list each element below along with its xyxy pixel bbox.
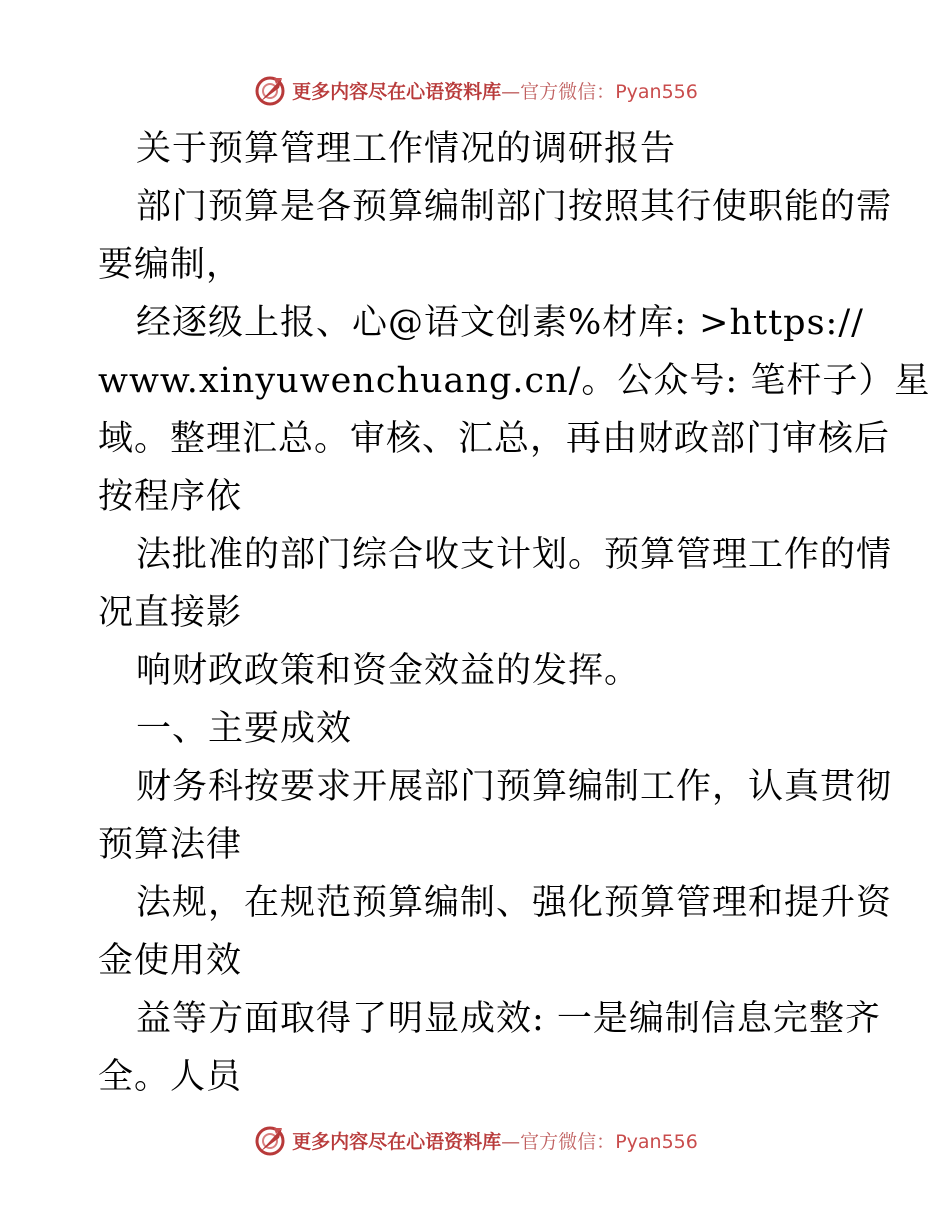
quill-logo-icon bbox=[252, 1122, 288, 1158]
text-line: 响财政政策和资金效益的发挥。 bbox=[136, 651, 641, 691]
watermark-official-label: 官方微信： bbox=[520, 80, 616, 103]
text-line: 经逐级上报、心@语文创素%材库: >https:// bbox=[136, 303, 864, 343]
text-line: 金使用效 bbox=[98, 941, 243, 981]
header-watermark bbox=[0, 70, 950, 110]
document-body bbox=[98, 120, 931, 1106]
text-line: 按程序依 bbox=[98, 477, 243, 517]
text-line: 域。整理汇总。审核、汇总，再由财政部门审核后 bbox=[98, 419, 891, 459]
text-line: 一、主要成效 bbox=[136, 709, 353, 749]
text-line: www.xinyuwenchuang.cn/。公众号: 笔杆子）星 bbox=[98, 361, 931, 401]
text-line: 益等方面取得了明显成效: 一是编制信息完整齐 bbox=[136, 999, 881, 1039]
text-line: 要编制， bbox=[98, 245, 243, 285]
text-line: 财务科按要求开展部门预算编制工作，认真贯彻 bbox=[136, 767, 893, 807]
watermark-wechat-id: Pyan556 bbox=[615, 1130, 698, 1153]
quill-logo-icon bbox=[252, 72, 288, 108]
text-line: 部门预算是各预算编制部门按照其行使职能的需 bbox=[136, 187, 893, 227]
text-line: 法规，在规范预算编制、强化预算管理和提升资 bbox=[136, 883, 893, 923]
text-line: 全。人员 bbox=[98, 1057, 243, 1097]
text-line: 况直接影 bbox=[98, 593, 243, 633]
watermark-title: 更多内容尽在心语资料库 bbox=[292, 1130, 502, 1153]
text-line: 关于预算管理工作情况的调研报告 bbox=[136, 129, 677, 169]
text-line: 法批准的部门综合收支计划。预算管理工作的情 bbox=[136, 535, 893, 575]
watermark-title: 更多内容尽在心语资料库 bbox=[292, 80, 502, 103]
watermark-official-label: 官方微信： bbox=[520, 1130, 616, 1153]
watermark-dash: — bbox=[501, 1130, 521, 1153]
text-line: 预算法律 bbox=[98, 825, 243, 865]
watermark-dash: — bbox=[501, 80, 521, 103]
footer-watermark bbox=[0, 1120, 950, 1160]
watermark-wechat-id: Pyan556 bbox=[615, 80, 698, 103]
